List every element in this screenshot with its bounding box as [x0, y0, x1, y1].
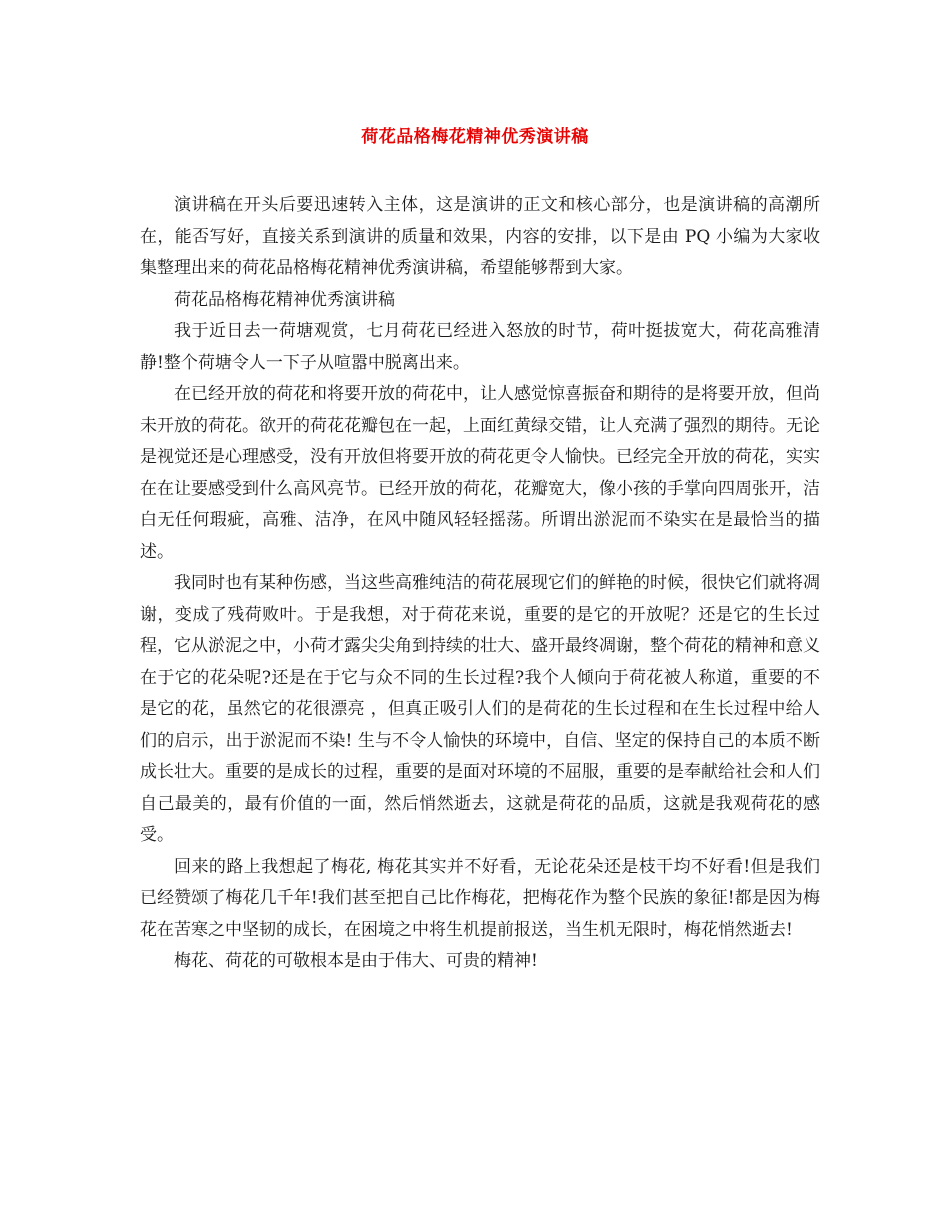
body-paragraph: 在已经开放的荷花和将要开放的荷花中，让人感觉惊喜振奋和期待的是将要开放，但尚未开放的荷花。欲开的荷花花瓣包在一起，上面红黄绿交错，让人充满了强烈的期待。无论是视觉还是心理感受，没有开放但将要开放的荷花更令人愉快。已经完全开放的荷花，实实在在让要感受到什么高风亮节。已经开放的荷花，花瓣宽大，像小孩的手掌向四周张开，洁白无任何瑕疵，高雅、洁净，在风中随风轻轻摇荡。所谓出淤泥而不染实在是最恰当的描述。: [140, 384, 820, 562]
closing-paragraph: 梅花、荷花的可敬根本是由于伟大、可贵的精神!: [174, 951, 538, 971]
body-paragraph: 我于近日去一荷塘观赏，七月荷花已经进入怒放的时节，荷叶挺拔宽大，荷花高雅清静!整个荷塘令人一下子从喧嚣中脱离出来。: [140, 321, 820, 373]
body-paragraph: 回来的路上我想起了梅花, 梅花其实并不好看，无论花朵还是枝干均不好看!但是我们已经赞颂了梅花几千年!我们甚至把自己比作梅花，把梅花作为整个民族的象征!都是因为梅花在苦寒之中坚韧的成长，在困境之中将生机提前报送，当生机无限时，梅花悄然逝去!: [140, 856, 820, 940]
document-title: 荷花品格梅花精神优秀演讲稿: [361, 127, 589, 147]
document-body: [140, 190, 820, 978]
body-paragraph: 我同时也有某种伤感，当这些高雅纯洁的荷花展现它们的鲜艳的时候，很快它们就将凋谢，变成了残荷败叶。于是我想，对于荷花来说，重要的是它的开放呢？还是它的生长过程，它从淤泥之中，小荷才露尖尖角到持续的壮大、盛开最终凋谢，整个荷花的精神和意义在于它的花朵呢?还是在于它与众不同的生长过程?我个人倾向于荷花被人称道，重要的不是它的花，虽然它的花很漂亮 ，但真正吸引人们的是荷花的生长过程和在生长过程中给人们的启示，出于淤泥而不染! 生与不令人愉快的环境中，自信、坚定的保持自己的本质不断成长壮大。重要的是成长的过程，重要的是面对环境的不屈服，重要的是奉献给社会和人们自己最美的，最有价值的一面，然后悄然逝去，这就是荷花的品质，这就是我观荷花的感受。: [140, 573, 820, 845]
intro-paragraph: 演讲稿在开头后要迅速转入主体，这是演讲的正文和核心部分，也是演讲稿的高潮所在，能否写好，直接关系到演讲的质量和效果，内容的安排，以下是由 PQ 小编为大家收集整理出来的荷花品格梅花精神优秀演讲稿，希望能够帮到大家。: [140, 195, 820, 278]
subtitle-line: 荷花品格梅花精神优秀演讲稿: [174, 289, 395, 310]
